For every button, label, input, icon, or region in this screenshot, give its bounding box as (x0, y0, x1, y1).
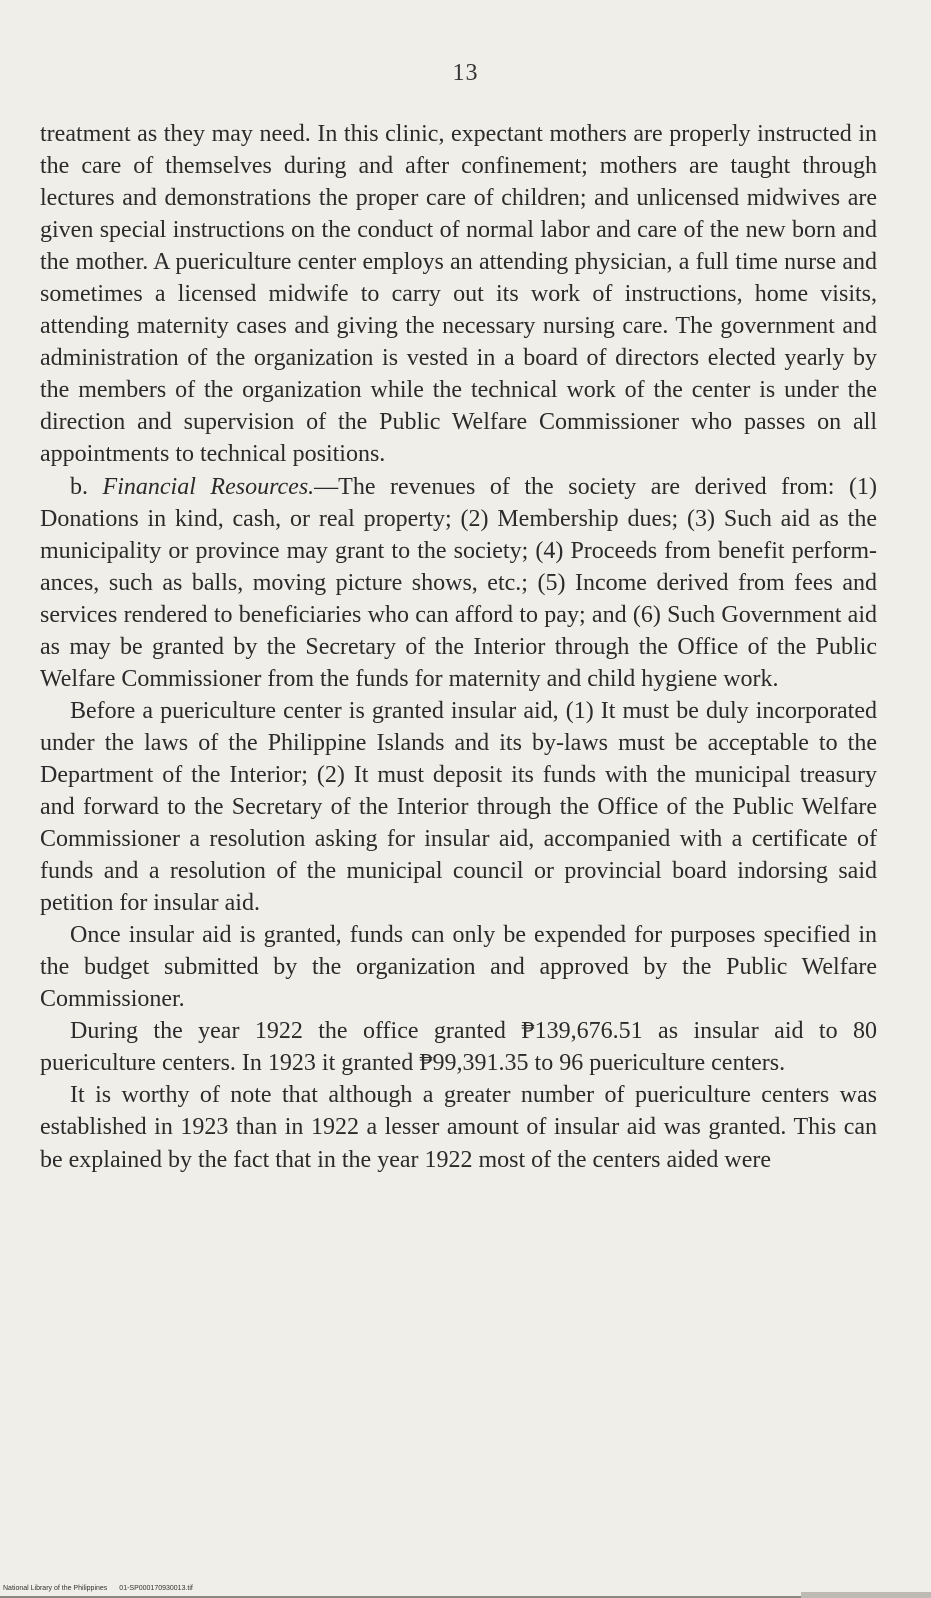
footer-file-id: 01-SP000170930013.tif (119, 1585, 193, 1592)
paragraph-expenditure: Once insular aid is granted, funds can only be expended for purposes specified in the budget submitted by the organization and approved by the Public Welfare Commissioner. (40, 922, 877, 1013)
section-heading-financial-resources: Financial Resources. (102, 473, 315, 500)
footer-library: National Library of the Philippines (3, 1585, 108, 1592)
paragraph-insular-aid-requirements: Before a puericulture center is granted insular aid, (1) It must be duly incorporated under the laws of the Philippine Islands and its by-laws must be acceptable to the Department of the Interior; (2) It must deposit its funds with the municipal treasury and forward to the Secretary of the Interior through the Office of the Public Welfare Commissioner a resolution asking for insular aid, accompanied with a certificate of funds and a resolution of the municipal council or provincial board indorsing said petition for insular aid. (40, 697, 877, 917)
page-corner-shadow (801, 1592, 931, 1598)
paragraph-note: It is worthy of note that although a greater number of puericulture centers was established in 1923 than in 1922 a lesser amount of insular aid was granted. This can be explained by the fact that in the year 1922 most of the centers aided were (40, 1082, 877, 1173)
body-text (40, 118, 877, 1176)
paragraph-treatment: treatment as they may need. In this clinic, expectant mothers are properly instructed in the care of themselves during and after confinement; mothers are taught through lectures and demonstrations the proper care of children; and unlicensed midwives are given special instructions on the conduct of normal labor and care of the new born and the mother. A puericulture center employs an attending physician, a full time nurse and sometimes a licensed midwife to carry out its work of instructions, home visits, attending maternity cases and giving the necessary nursing care. The government and administration of the organization is vested in a board of directors elected yearly by the members of the organization while the technical work of the center is under the direction and supervision of the Public Welfare Commissioner who passes on all appointments to technical positions. (40, 121, 877, 468)
paragraph-grants-1922-1923: During the year 1922 the office granted ₱139,676.51 as insular aid to 80 puericulture centers. In 1923 it granted ₱99,391.35 to 96 puericulture centers. (40, 1018, 877, 1077)
section-letter: b. (70, 473, 103, 500)
financial-resources-text: —The revenues of the society are derived from: (1) Donations in kind, cash, or real property; (2) Membership dues; (3) Such aid as the municipality or province may grant to the society; (4) Proceeds from benefit performances, such as balls, moving picture shows, etc.; (5) Income derived from fees and services rendered to beneficiaries who can afford to pay; and (6) Such Government aid as may be granted by the Secretary of the Interior through the Office of the Public Welfare Commissioner from the funds for maternity and child hygiene work. (40, 473, 877, 692)
page-number: 13 (452, 60, 479, 86)
paragraph-financial-resources (40, 471, 877, 695)
scan-footer (3, 1585, 205, 1592)
